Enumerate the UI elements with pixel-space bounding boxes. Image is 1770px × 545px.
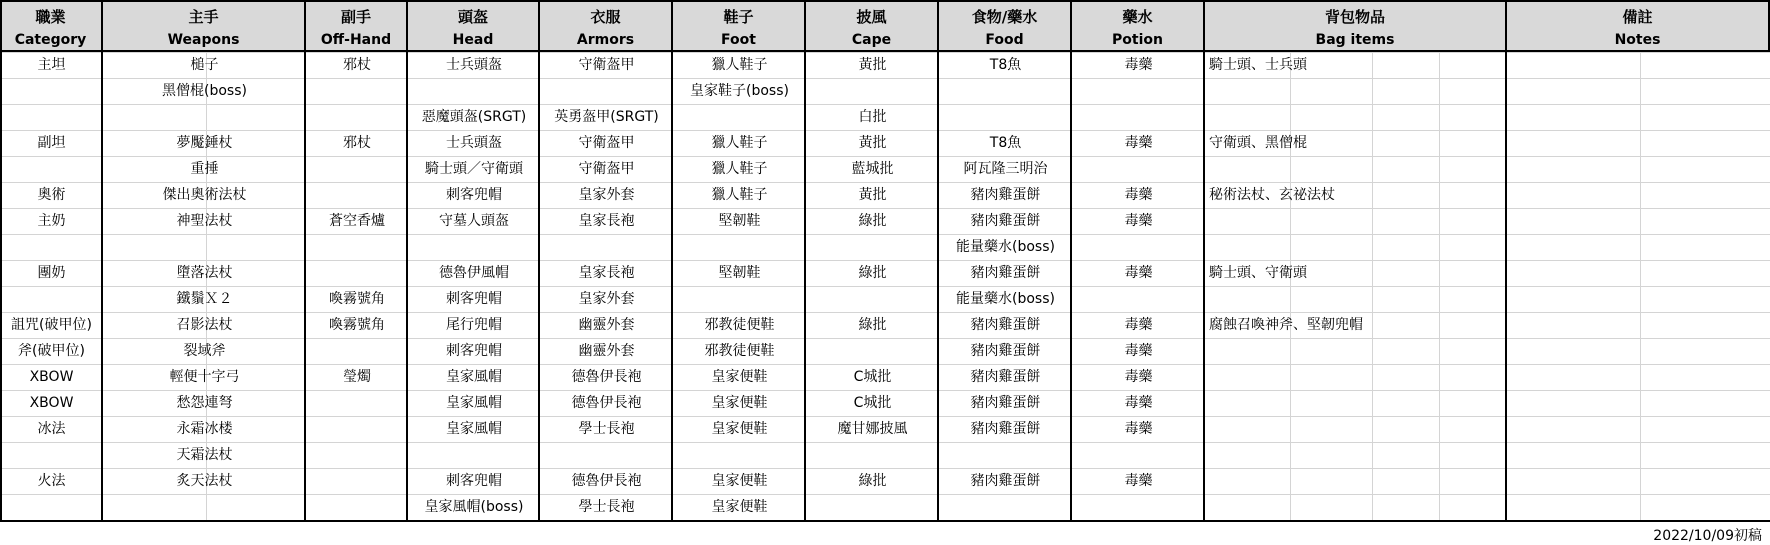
cell-offhand[interactable] [306,442,408,468]
column-header-sublabel: Food [985,32,1024,48]
cell-armor[interactable]: 幽靈外套 [578,343,635,359]
cell-potion[interactable]: 毒藥 [1124,343,1153,359]
column-header-label: 備註 [1622,8,1653,26]
column-header-foot[interactable] [673,0,806,52]
cell-armor[interactable] [540,78,673,104]
cell-food[interactable]: 豬肉雞蛋餅 [970,343,1041,359]
cell-offhand[interactable]: 瑩燭 [343,369,371,385]
cell-category[interactable] [0,494,103,520]
cell-foot[interactable] [673,286,806,312]
cell-armor[interactable]: 德魯伊長袍 [571,369,642,385]
cell-weapon[interactable]: 愁怨連弩 [176,395,233,411]
cell-bag[interactable] [1205,234,1507,260]
cell-category[interactable]: 冰法 [37,421,66,437]
cell-category[interactable] [0,442,103,468]
cell-notes[interactable] [1507,494,1770,520]
cell-cape[interactable] [806,338,939,364]
cell-potion[interactable] [1072,104,1205,130]
cell-category[interactable]: 斧(破甲位) [18,343,85,359]
cell-category[interactable] [0,104,103,130]
cell-armor[interactable]: 幽靈外套 [578,317,635,333]
column-header-food[interactable] [939,0,1072,52]
cell-cape[interactable]: 綠批 [858,317,887,333]
column-header-label: 職業 [35,8,66,26]
cell-armor[interactable]: 皇家長袍 [578,265,635,281]
cell-foot[interactable]: 獵人鞋子 [711,135,768,151]
cell-potion[interactable] [1072,78,1205,104]
cell-potion[interactable] [1072,494,1205,520]
cell-armor[interactable]: 皇家外套 [578,291,635,307]
cell-food[interactable]: T8魚 [989,57,1022,73]
cell-weapon[interactable]: 天霜法杖 [176,447,233,463]
cell-bag[interactable] [1205,286,1507,312]
cell-offhand[interactable]: 喚霧號角 [329,291,385,307]
cell-category[interactable]: 副坦 [37,135,66,151]
cell-cape[interactable]: 黃批 [858,187,887,203]
cell-offhand[interactable] [306,156,408,182]
cell-armor[interactable] [540,234,673,260]
cell-weapon[interactable]: 輕便十字弓 [169,369,240,385]
cell-notes[interactable] [1507,130,1770,156]
cell-bag[interactable] [1205,468,1507,494]
cell-offhand[interactable]: 邪杖 [343,135,371,151]
cell-potion[interactable] [1072,442,1205,468]
cell-head[interactable]: 惡魔頭盔(SRGT) [421,109,527,125]
column-header-sublabel: Armors [576,32,635,48]
cell-head[interactable]: 皇家風帽 [446,421,502,437]
cell-bag[interactable] [1205,78,1507,104]
cell-offhand[interactable] [306,416,408,442]
column-header-weapon[interactable] [103,0,306,52]
cell-weapon[interactable]: 夢魘錘杖 [176,135,233,151]
cell-head[interactable]: 皇家風帽 [446,369,502,385]
cell-notes[interactable] [1507,104,1770,130]
cell-potion[interactable]: 毒藥 [1124,317,1153,333]
cell-armor[interactable]: 皇家外套 [578,187,635,203]
cell-offhand[interactable] [306,104,408,130]
cell-armor[interactable]: 守衛盔甲 [578,57,635,73]
cell-armor[interactable]: 德魯伊長袍 [571,395,642,411]
cell-foot[interactable]: 皇家便鞋 [711,499,768,515]
column-header-cape[interactable] [806,0,939,52]
cell-notes[interactable] [1507,312,1770,338]
cell-food[interactable]: 阿瓦隆三明治 [963,161,1048,177]
cell-bag[interactable] [1205,494,1507,520]
cell-potion[interactable]: 毒藥 [1124,473,1153,489]
cell-food[interactable]: 豬肉雞蛋餅 [970,421,1041,437]
cell-weapon[interactable] [103,234,306,260]
cell-weapon[interactable]: 黑僧棍(boss) [162,83,247,99]
cell-head[interactable]: 士兵頭盔 [446,135,502,151]
cell-notes[interactable] [1507,156,1770,182]
cell-weapon[interactable]: 槌子 [190,57,219,73]
cell-bag[interactable]: 騎士頭、守衛頭 [1209,265,1307,281]
cell-foot[interactable]: 邪教徒便鞋 [704,343,775,359]
column-header-sublabel: Category [14,32,87,48]
cell-offhand[interactable] [306,260,408,286]
cell-category[interactable]: 詛咒(破甲位) [11,317,92,333]
cell-offhand[interactable]: 蒼空香爐 [329,213,385,229]
cell-food[interactable]: 豬肉雞蛋餅 [970,317,1041,333]
cell-bag[interactable] [1205,364,1507,390]
column-header-label: 鞋子 [723,8,754,26]
column-header-potion[interactable] [1072,0,1205,52]
cell-food[interactable]: 豬肉雞蛋餅 [970,369,1041,385]
cell-offhand[interactable] [306,468,408,494]
cell-food[interactable] [939,104,1072,130]
cell-cape[interactable]: 綠批 [858,265,887,281]
column-header-sublabel: Bag items [1315,32,1395,48]
cell-bag[interactable] [1205,156,1507,182]
cell-foot[interactable]: 皇家便鞋 [711,395,768,411]
left-border [0,0,2,522]
cell-foot[interactable]: 堅韌鞋 [718,265,761,281]
footer-note: 2022/10/09初稿 [1653,528,1762,544]
top-border [0,0,1770,2]
column-header-label: 主手 [188,8,219,26]
cell-notes[interactable] [1507,260,1770,286]
cell-foot[interactable] [673,104,806,130]
column-header-sublabel: Cape [851,32,892,48]
column-header-sublabel: Weapons [167,32,240,48]
cell-category[interactable]: 火法 [37,473,66,489]
cell-offhand[interactable] [306,234,408,260]
column-header-category[interactable] [0,0,103,52]
column-header-bag[interactable] [1205,0,1507,52]
cell-weapon[interactable]: 永霜冰楼 [176,421,233,437]
cell-head[interactable]: 刺客兜帽 [446,473,502,489]
cell-cape[interactable]: C城批 [853,395,892,411]
cell-armor[interactable]: 學士長袍 [578,499,635,515]
cell-cape[interactable]: 綠批 [858,473,887,489]
cell-notes[interactable] [1507,390,1770,416]
column-header-sublabel: Foot [721,32,756,48]
cell-food[interactable] [939,78,1072,104]
column-header-label: 食物/藥水 [971,8,1038,26]
cell-category[interactable] [0,156,103,182]
cell-category[interactable]: 主坦 [37,57,66,73]
cell-cape[interactable]: 黃批 [858,57,887,73]
cell-bag[interactable]: 腐蝕召喚神斧、堅韌兜帽 [1209,317,1363,333]
cell-foot[interactable] [673,442,806,468]
cell-food[interactable] [939,494,1072,520]
cell-notes[interactable] [1507,208,1770,234]
cell-cape[interactable] [806,78,939,104]
cell-armor[interactable]: 學士長袍 [578,421,635,437]
cell-weapon[interactable]: 墮落法杖 [176,265,233,281]
cell-head[interactable]: 刺客兜帽 [446,187,502,203]
cell-potion[interactable]: 毒藥 [1124,421,1153,437]
cell-bag[interactable] [1205,104,1507,130]
cell-foot[interactable] [673,234,806,260]
column-header-sublabel: Notes [1614,32,1661,48]
cell-potion[interactable] [1072,286,1205,312]
cell-bag[interactable] [1205,442,1507,468]
bottom-border [0,520,1770,522]
cell-cape[interactable] [806,286,939,312]
cell-weapon[interactable]: 炙天法杖 [176,473,233,489]
cell-bag[interactable]: 守衛頭、黑僧棍 [1209,135,1307,151]
cell-armor[interactable]: 守衛盔甲 [578,135,635,151]
cell-foot[interactable]: 堅韌鞋 [718,213,761,229]
cell-head[interactable]: 守墓人頭盔 [439,213,509,229]
cell-bag[interactable] [1205,390,1507,416]
cell-potion[interactable]: 毒藥 [1124,265,1153,281]
column-header-sublabel: Head [452,32,494,48]
cell-potion[interactable]: 毒藥 [1124,369,1153,385]
cell-head[interactable]: 騎士頭／守衛頭 [425,161,523,177]
cell-cape[interactable]: 黃批 [858,135,887,151]
cell-category[interactable]: 主奶 [37,213,66,229]
cell-cape[interactable]: 綠批 [858,213,887,229]
cell-armor[interactable]: 皇家長袍 [578,213,635,229]
cell-notes[interactable] [1507,364,1770,390]
cell-potion[interactable] [1072,156,1205,182]
cell-offhand[interactable] [306,390,408,416]
cell-bag[interactable] [1205,416,1507,442]
cell-cape[interactable] [806,494,939,520]
cell-offhand[interactable] [306,78,408,104]
cell-head[interactable]: 尾行兜帽 [446,317,502,333]
cell-category[interactable] [0,286,103,312]
cell-weapon[interactable]: 召影法杖 [176,317,233,333]
cell-weapon[interactable]: 重捶 [190,161,219,177]
cell-cape[interactable]: 魔甘娜披風 [837,421,908,437]
column-header-sublabel: Potion [1112,32,1163,48]
column-header-offhand[interactable] [306,0,408,52]
cell-armor[interactable]: 英勇盔甲(SRGT) [554,109,659,125]
cell-armor[interactable]: 守衛盔甲 [578,161,635,177]
cell-armor[interactable]: 德魯伊長袍 [571,473,642,489]
cell-foot[interactable]: 獵人鞋子 [711,57,768,73]
column-header-label: 頭盔 [457,8,488,26]
cell-food[interactable]: 豬肉雞蛋餅 [970,473,1041,489]
cell-offhand[interactable]: 喚霧號角 [329,317,385,333]
cell-head[interactable]: 刺客兜帽 [446,291,502,307]
cell-foot[interactable]: 皇家便鞋 [711,369,768,385]
cell-potion[interactable]: 毒藥 [1124,57,1153,73]
cell-food[interactable]: 豬肉雞蛋餅 [970,395,1041,411]
cell-weapon[interactable]: 神聖法杖 [176,213,233,229]
cell-bag[interactable] [1205,208,1507,234]
cell-category[interactable]: XBOW [29,369,74,385]
column-header-label: 背包物品 [1324,8,1385,26]
column-header-armor[interactable] [540,0,673,52]
cell-bag[interactable]: 騎士頭、士兵頭 [1209,57,1307,73]
cell-bag[interactable] [1205,338,1507,364]
cell-head[interactable]: 刺客兜帽 [446,343,502,359]
cell-potion[interactable]: 毒藥 [1124,135,1153,151]
cell-food[interactable]: 能量藥水(boss) [956,239,1055,255]
cell-head[interactable] [408,442,540,468]
cell-notes[interactable] [1507,338,1770,364]
cell-category[interactable]: 奧術 [37,187,66,203]
cell-cape[interactable] [806,234,939,260]
cell-notes[interactable] [1507,442,1770,468]
cell-weapon[interactable]: 裂域斧 [183,343,226,359]
cell-cape[interactable]: 白批 [858,109,887,125]
cell-potion[interactable]: 毒藥 [1124,187,1153,203]
cell-foot[interactable]: 獵人鞋子 [711,161,768,177]
cell-notes[interactable] [1507,468,1770,494]
cell-foot[interactable]: 邪教徒便鞋 [704,317,775,333]
cell-notes[interactable] [1507,416,1770,442]
column-header-label: 衣服 [590,8,621,26]
cell-head[interactable]: 皇家風帽(boss) [424,499,524,515]
cell-category[interactable] [0,234,103,260]
cell-weapon[interactable]: 傑出奧術法杖 [162,187,247,203]
cell-food[interactable]: 能量藥水(boss) [956,291,1055,307]
column-header-label: 藥水 [1122,8,1153,26]
column-header-label: 副手 [340,8,371,26]
cell-weapon[interactable] [103,494,306,520]
cell-food[interactable] [939,442,1072,468]
cell-notes[interactable] [1507,234,1770,260]
cell-category[interactable]: 團奶 [37,265,66,281]
cell-head[interactable]: 德魯伊風帽 [439,265,509,281]
cell-offhand[interactable] [306,494,408,520]
cell-food[interactable]: T8魚 [989,135,1022,151]
cell-head[interactable]: 士兵頭盔 [446,57,502,73]
column-header-head[interactable] [408,0,540,52]
cell-cape[interactable] [806,442,939,468]
cell-notes[interactable] [1507,52,1770,78]
cell-head[interactable] [408,234,540,260]
cell-head[interactable] [408,78,540,104]
cell-armor[interactable] [540,442,673,468]
cell-offhand[interactable] [306,338,408,364]
cell-offhand[interactable] [306,182,408,208]
cell-potion[interactable]: 毒藥 [1124,395,1153,411]
cell-head[interactable]: 皇家風帽 [446,395,502,411]
cell-category[interactable]: XBOW [29,395,74,411]
cell-offhand[interactable]: 邪杖 [343,57,371,73]
cell-weapon[interactable]: 鐵鬚Ｘ２ [176,291,233,307]
cell-cape[interactable]: 藍城批 [851,161,894,177]
cell-food[interactable]: 豬肉雞蛋餅 [970,213,1041,229]
cell-notes[interactable] [1507,286,1770,312]
cell-notes[interactable] [1507,182,1770,208]
cell-potion[interactable] [1072,234,1205,260]
cell-foot[interactable]: 皇家便鞋 [711,473,768,489]
cell-notes[interactable] [1507,78,1770,104]
cell-cape[interactable]: C城批 [853,369,892,385]
cell-potion[interactable]: 毒藥 [1124,213,1153,229]
column-header-sublabel: Off-Hand [320,32,392,48]
column-header-notes[interactable] [1507,0,1770,52]
cell-foot[interactable]: 獵人鞋子 [711,187,768,203]
cell-foot[interactable]: 皇家便鞋 [711,421,768,437]
cell-bag[interactable]: 秘術法杖、玄祕法杖 [1209,187,1335,203]
cell-food[interactable]: 豬肉雞蛋餅 [970,265,1041,281]
column-header-label: 披風 [856,8,887,26]
cell-food[interactable]: 豬肉雞蛋餅 [970,187,1041,203]
cell-foot[interactable]: 皇家鞋子(boss) [690,83,789,99]
cell-category[interactable] [0,78,103,104]
cell-weapon[interactable] [103,104,306,130]
